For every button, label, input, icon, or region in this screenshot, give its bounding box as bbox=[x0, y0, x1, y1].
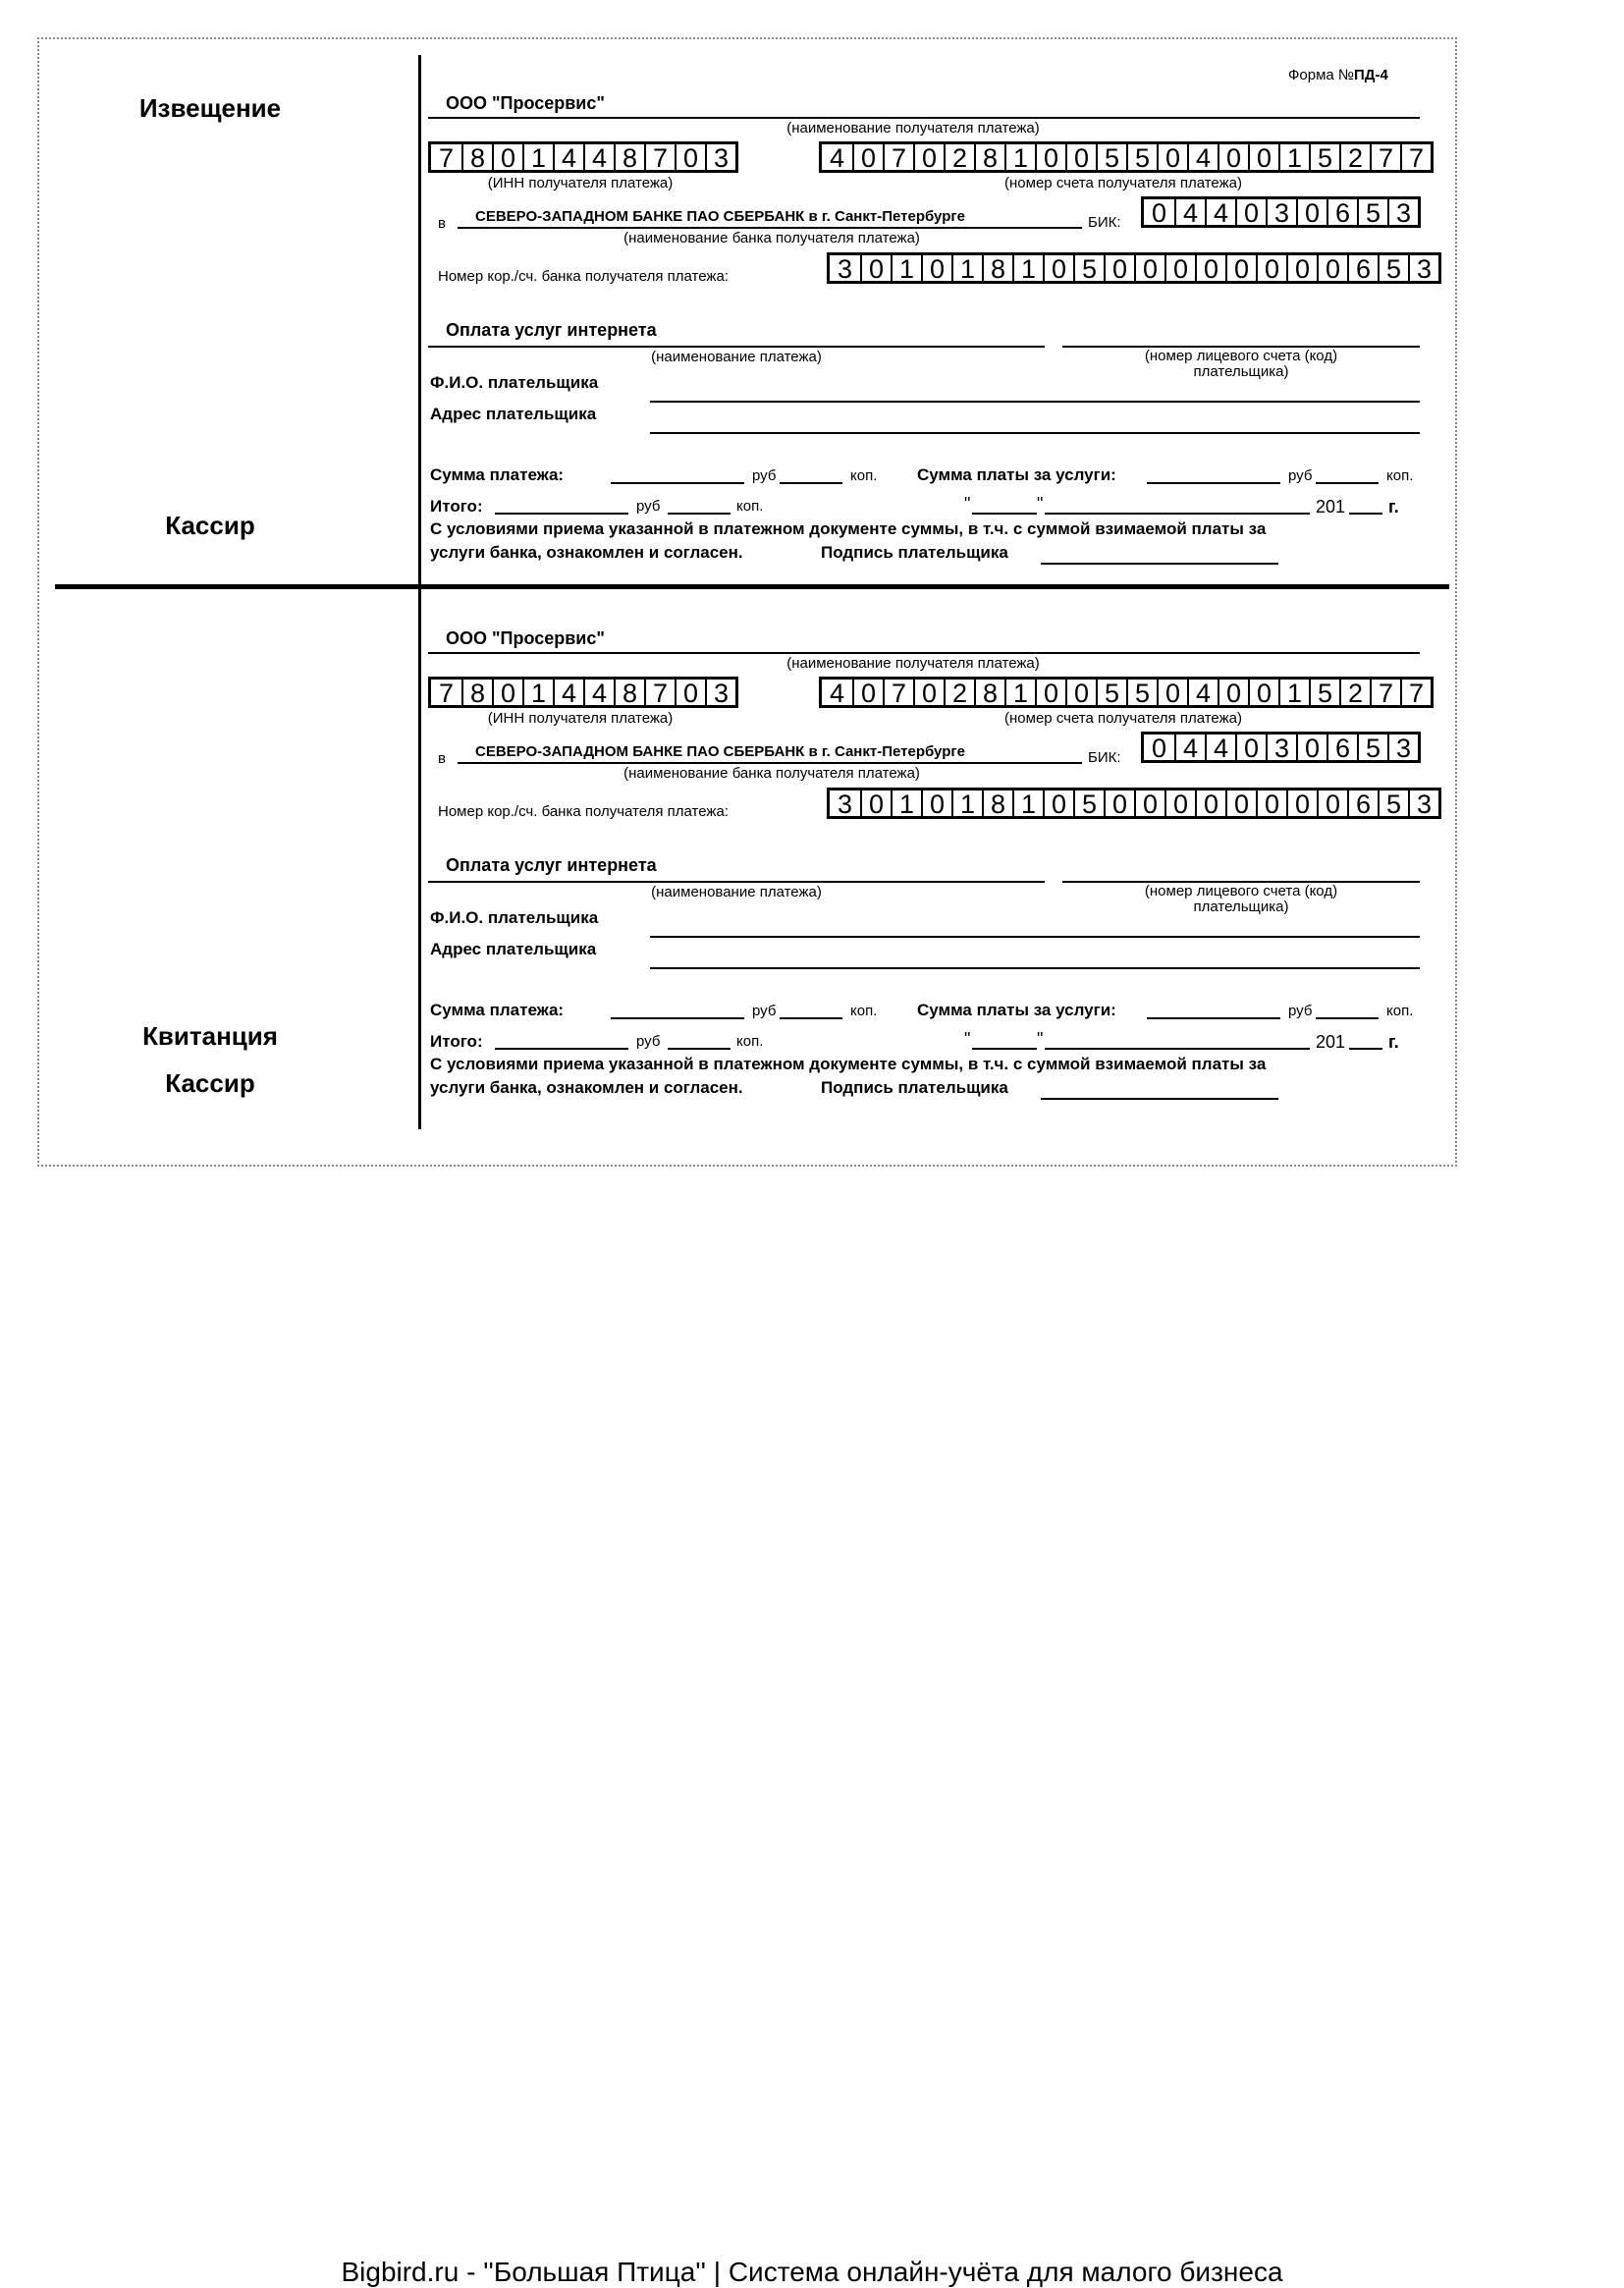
date-day-field[interactable] bbox=[972, 513, 1037, 515]
cut-line bbox=[55, 584, 1449, 589]
payer-address-field[interactable] bbox=[650, 967, 1420, 969]
digit-cell: 0 bbox=[675, 144, 705, 170]
digit-cell: 1 bbox=[951, 255, 982, 281]
date-quote-open: " bbox=[964, 1029, 971, 1049]
digit-cell: 0 bbox=[1043, 255, 1073, 281]
fee-rub-field[interactable] bbox=[1147, 1017, 1280, 1019]
digit-cell: 0 bbox=[1104, 790, 1134, 816]
bank-name-line bbox=[458, 227, 1082, 229]
digit-cell: 2 bbox=[944, 144, 974, 170]
fee-kop-unit: коп. bbox=[1386, 1003, 1414, 1019]
digit-cell: 4 bbox=[1187, 144, 1218, 170]
digit-cell: 0 bbox=[921, 255, 951, 281]
date-day-field[interactable] bbox=[972, 1048, 1037, 1050]
corr-cells bbox=[827, 252, 1441, 284]
inn-cells bbox=[428, 677, 738, 708]
account-hint: (номер счета получателя платежа) bbox=[1004, 710, 1242, 727]
footer-text: Bigbird.ru - ''Большая Птица'' | Система онлайн-учёта для малого бизнеса bbox=[341, 2257, 1283, 2287]
total-kop-field[interactable] bbox=[668, 1048, 731, 1050]
date-quote-close: " bbox=[1037, 1029, 1044, 1049]
date-quote-open: " bbox=[964, 494, 971, 514]
bik-label: БИК: bbox=[1088, 749, 1121, 766]
payer-address-label: Адрес плательщика bbox=[430, 405, 597, 423]
digit-cell: 0 bbox=[913, 680, 944, 705]
digit-cell: 4 bbox=[1174, 735, 1205, 760]
bank-name: СЕВЕРО-ЗАПАДНОМ БАНКЕ ПАО СБЕРБАНК в г. Санкт-Петербурге bbox=[475, 743, 965, 760]
digit-cell: 7 bbox=[438, 679, 455, 708]
digit-cell: 0 bbox=[1317, 790, 1347, 816]
account-cells bbox=[819, 677, 1434, 708]
total-kop-unit: коп. bbox=[736, 498, 764, 515]
bik-cells bbox=[1141, 732, 1421, 763]
cashier-label-bottom: Кассир bbox=[165, 1068, 255, 1098]
notice-label: Извещение bbox=[138, 93, 282, 123]
digit-cell: 1 bbox=[522, 680, 553, 705]
bank-hint: (наименование банка получателя платежа) bbox=[623, 765, 920, 782]
digit-cell: 4 bbox=[1174, 199, 1205, 225]
date-month-field[interactable] bbox=[1045, 1048, 1310, 1050]
bank-hint: (наименование банка получателя платежа) bbox=[623, 230, 920, 246]
payer-name-label: Ф.И.О. плательщика bbox=[430, 908, 599, 927]
terms-line2: услуги банка, ознакомлен и согласен. bbox=[430, 1078, 743, 1097]
digit-cell: 1 bbox=[891, 790, 921, 816]
payment-purpose: Оплата услуг интернета bbox=[446, 320, 657, 340]
sum-kop-unit: коп. bbox=[850, 1003, 878, 1019]
digit-cell: 1 bbox=[1012, 255, 1043, 281]
digit-cell: 5 bbox=[1309, 680, 1339, 705]
digit-cell: 4 bbox=[1205, 199, 1235, 225]
payer-name-field[interactable] bbox=[650, 401, 1420, 403]
digit-cell: 5 bbox=[1378, 255, 1408, 281]
fee-kop-field[interactable] bbox=[1316, 1017, 1379, 1019]
total-rub-unit: руб bbox=[636, 1033, 661, 1050]
digit-cell: 0 bbox=[1225, 255, 1256, 281]
digit-cell: 3 bbox=[1408, 790, 1438, 816]
digit-cell: 7 bbox=[883, 680, 913, 705]
total-rub-field[interactable] bbox=[495, 513, 628, 515]
digit-cell: 1 bbox=[1012, 790, 1043, 816]
digit-cell: 0 bbox=[1065, 144, 1096, 170]
bank-prefix: в bbox=[438, 215, 446, 232]
digit-cell: 0 bbox=[1256, 255, 1286, 281]
digit-cell: 1 bbox=[522, 144, 553, 170]
digit-cell: 5 bbox=[1378, 790, 1408, 816]
bik-cells bbox=[1141, 196, 1421, 228]
terms-line1: С условиями приема указанной в платежном документе суммы, в т.ч. с суммой взимаемой платы за bbox=[430, 1055, 1267, 1073]
payer-address-label: Адрес плательщика bbox=[430, 940, 597, 958]
digit-cell: 3 bbox=[1408, 255, 1438, 281]
digit-cell: 0 bbox=[921, 790, 951, 816]
digit-cell: 8 bbox=[614, 680, 644, 705]
digit-cell: 5 bbox=[1357, 199, 1387, 225]
digit-cell: 1 bbox=[1278, 144, 1309, 170]
digit-cell: 0 bbox=[1248, 144, 1278, 170]
account-cells bbox=[819, 141, 1434, 173]
year-prefix: 201 bbox=[1316, 1032, 1346, 1052]
digit-cell: 4 bbox=[1187, 680, 1218, 705]
digit-cell: 4 bbox=[553, 680, 583, 705]
fee-rub-unit: руб bbox=[1288, 1003, 1313, 1019]
sum-label: Сумма платежа: bbox=[430, 465, 565, 484]
digit-cell: 6 bbox=[1347, 790, 1378, 816]
digit-cell: 8 bbox=[461, 680, 492, 705]
digit-cell: 3 bbox=[1387, 735, 1418, 760]
digit-cell: 0 bbox=[1157, 680, 1187, 705]
digit-cell: 0 bbox=[1164, 790, 1195, 816]
sum-rub-field[interactable] bbox=[611, 1017, 744, 1019]
digit-cell: 6 bbox=[1326, 735, 1357, 760]
vertical-divider-bottom bbox=[418, 589, 421, 1129]
year-suffix: г. bbox=[1388, 1032, 1399, 1052]
digit-cell: 5 bbox=[1096, 144, 1126, 170]
digit-cell: 5 bbox=[1126, 144, 1157, 170]
sum-kop-field[interactable] bbox=[780, 1017, 842, 1019]
digit-cell: 3 bbox=[705, 144, 735, 170]
digit-cell: 0 bbox=[1065, 680, 1096, 705]
account-code-hint: (номер лицевого счета (код) плательщика) bbox=[1144, 883, 1338, 915]
digit-cell: 3 bbox=[1266, 199, 1296, 225]
sum-kop-field[interactable] bbox=[780, 482, 842, 484]
digit-cell: 1 bbox=[1004, 144, 1035, 170]
bik-label: БИК: bbox=[1088, 214, 1121, 231]
digit-cell: 0 bbox=[852, 680, 883, 705]
digit-cell: 0 bbox=[1225, 790, 1256, 816]
digit-cell: 0 bbox=[1235, 735, 1266, 760]
digit-cell: 4 bbox=[583, 144, 614, 170]
digit-cell: 4 bbox=[829, 679, 845, 708]
year-suffix: г. bbox=[1388, 497, 1399, 517]
digit-cell: 0 bbox=[1286, 255, 1317, 281]
digit-cell: 0 bbox=[860, 790, 891, 816]
digit-cell: 7 bbox=[883, 144, 913, 170]
digit-cell: 0 bbox=[1248, 680, 1278, 705]
total-kop-field[interactable] bbox=[668, 513, 731, 515]
corr-cells bbox=[827, 788, 1441, 819]
digit-cell: 8 bbox=[974, 144, 1004, 170]
digit-cell: 0 bbox=[1317, 255, 1347, 281]
terms-line2: услуги банка, ознакомлен и согласен. bbox=[430, 543, 743, 562]
total-rub-field[interactable] bbox=[495, 1048, 628, 1050]
account-code-hint: (номер лицевого счета (код) плательщика) bbox=[1144, 348, 1338, 380]
signature-field[interactable] bbox=[1041, 563, 1278, 565]
sum-rub-field[interactable] bbox=[611, 482, 744, 484]
payer-name-field[interactable] bbox=[650, 936, 1420, 938]
digit-cell: 2 bbox=[1339, 680, 1370, 705]
digit-cell: 6 bbox=[1326, 199, 1357, 225]
digit-cell: 0 bbox=[1104, 255, 1134, 281]
digit-cell: 4 bbox=[829, 143, 845, 173]
service-fee-label: Сумма платы за услуги: bbox=[917, 465, 1116, 484]
sum-kop-unit: коп. bbox=[850, 467, 878, 484]
recipient-name-line bbox=[428, 652, 1420, 654]
digit-cell: 3 bbox=[837, 254, 853, 284]
digit-cell: 2 bbox=[1339, 144, 1370, 170]
digit-cell: 7 bbox=[1370, 144, 1400, 170]
digit-cell: 4 bbox=[553, 144, 583, 170]
digit-cell: 0 bbox=[1164, 255, 1195, 281]
account-hint: (номер счета получателя платежа) bbox=[1004, 175, 1242, 191]
bank-name-line bbox=[458, 762, 1082, 764]
digit-cell: 8 bbox=[461, 144, 492, 170]
recipient-name-hint: (наименование получателя платежа) bbox=[786, 120, 1040, 136]
digit-cell: 0 bbox=[852, 144, 883, 170]
signature-field[interactable] bbox=[1041, 1098, 1278, 1100]
digit-cell: 6 bbox=[1347, 255, 1378, 281]
form-number-label: Форма № bbox=[1288, 67, 1355, 83]
digit-cell: 0 bbox=[492, 680, 522, 705]
digit-cell: 3 bbox=[705, 680, 735, 705]
digit-cell: 0 bbox=[1296, 199, 1326, 225]
digit-cell: 5 bbox=[1357, 735, 1387, 760]
bank-prefix: в bbox=[438, 750, 446, 767]
fee-rub-unit: руб bbox=[1288, 467, 1313, 484]
digit-cell: 0 bbox=[1035, 144, 1065, 170]
sum-label: Сумма платежа: bbox=[430, 1001, 565, 1019]
total-label: Итого: bbox=[430, 497, 483, 516]
digit-cell: 0 bbox=[1151, 734, 1167, 763]
payer-name-label: Ф.И.О. плательщика bbox=[430, 373, 599, 392]
digit-cell: 8 bbox=[982, 790, 1012, 816]
digit-cell: 3 bbox=[837, 790, 853, 819]
digit-cell: 0 bbox=[913, 144, 944, 170]
inn-hint: (ИНН получателя платежа) bbox=[487, 175, 674, 191]
vertical-divider-top bbox=[418, 55, 421, 585]
digit-cell: 4 bbox=[583, 680, 614, 705]
digit-cell: 3 bbox=[1387, 199, 1418, 225]
year-field[interactable] bbox=[1349, 1048, 1382, 1050]
digit-cell: 5 bbox=[1073, 790, 1104, 816]
total-rub-unit: руб bbox=[636, 498, 661, 515]
digit-cell: 8 bbox=[614, 144, 644, 170]
recipient-name-hint: (наименование получателя платежа) bbox=[786, 655, 1040, 672]
digit-cell: 5 bbox=[1126, 680, 1157, 705]
digit-cell: 0 bbox=[1195, 790, 1225, 816]
recipient-name: ООО "Просервис" bbox=[446, 628, 605, 648]
digit-cell: 0 bbox=[1134, 790, 1164, 816]
service-fee-label: Сумма платы за услуги: bbox=[917, 1001, 1116, 1019]
digit-cell: 1 bbox=[1004, 680, 1035, 705]
purpose-hint: (наименование платежа) bbox=[651, 884, 822, 900]
digit-cell: 0 bbox=[1218, 680, 1248, 705]
fee-kop-field[interactable] bbox=[1316, 482, 1379, 484]
digit-cell: 7 bbox=[644, 144, 675, 170]
digit-cell: 0 bbox=[860, 255, 891, 281]
purpose-line bbox=[428, 881, 1045, 883]
digit-cell: 7 bbox=[1370, 680, 1400, 705]
digit-cell: 0 bbox=[1134, 255, 1164, 281]
sum-rub-unit: руб bbox=[752, 1003, 777, 1019]
fee-kop-unit: коп. bbox=[1386, 467, 1414, 484]
digit-cell: 8 bbox=[982, 255, 1012, 281]
digit-cell: 2 bbox=[944, 680, 974, 705]
recipient-name-line bbox=[428, 117, 1420, 119]
digit-cell: 7 bbox=[438, 143, 455, 173]
terms-line1: С условиями приема указанной в платежном документе суммы, в т.ч. с суммой взимаемой платы за bbox=[430, 519, 1267, 538]
digit-cell: 0 bbox=[1286, 790, 1317, 816]
digit-cell: 0 bbox=[1235, 199, 1266, 225]
receipt-label: Квитанция bbox=[142, 1021, 278, 1051]
form-code: ПД-4 bbox=[1354, 67, 1388, 83]
digit-cell: 0 bbox=[1043, 790, 1073, 816]
digit-cell: 0 bbox=[1218, 144, 1248, 170]
corr-label: Номер кор./сч. банка получателя платежа: bbox=[438, 268, 729, 285]
digit-cell: 1 bbox=[1278, 680, 1309, 705]
digit-cell: 0 bbox=[1035, 680, 1065, 705]
digit-cell: 5 bbox=[1096, 680, 1126, 705]
fee-rub-field[interactable] bbox=[1147, 482, 1280, 484]
digit-cell: 0 bbox=[1296, 735, 1326, 760]
digit-cell: 0 bbox=[1256, 790, 1286, 816]
date-quote-close: " bbox=[1037, 494, 1044, 514]
cashier-label-top: Кассир bbox=[165, 511, 255, 540]
digit-cell: 0 bbox=[1157, 144, 1187, 170]
signature-label: Подпись плательщика bbox=[821, 543, 1008, 562]
payment-purpose: Оплата услуг интернета bbox=[446, 855, 657, 875]
digit-cell: 8 bbox=[974, 680, 1004, 705]
recipient-name: ООО "Просервис" bbox=[446, 93, 605, 113]
year-field[interactable] bbox=[1349, 513, 1382, 515]
digit-cell: 7 bbox=[644, 680, 675, 705]
digit-cell: 4 bbox=[1205, 735, 1235, 760]
inn-hint: (ИНН получателя платежа) bbox=[487, 710, 674, 727]
payer-address-field[interactable] bbox=[650, 432, 1420, 434]
inn-cells bbox=[428, 141, 738, 173]
digit-cell: 1 bbox=[951, 790, 982, 816]
digit-cell: 7 bbox=[1400, 680, 1431, 705]
form-number bbox=[1288, 67, 1388, 83]
digit-cell: 5 bbox=[1073, 255, 1104, 281]
digit-cell: 0 bbox=[675, 680, 705, 705]
digit-cell: 5 bbox=[1309, 144, 1339, 170]
digit-cell: 0 bbox=[1195, 255, 1225, 281]
corr-label: Номер кор./сч. банка получателя платежа: bbox=[438, 803, 729, 820]
digit-cell: 1 bbox=[891, 255, 921, 281]
purpose-hint: (наименование платежа) bbox=[651, 349, 822, 365]
year-prefix: 201 bbox=[1316, 497, 1346, 517]
total-kop-unit: коп. bbox=[736, 1033, 764, 1050]
digit-cell: 0 bbox=[1151, 198, 1167, 228]
total-label: Итого: bbox=[430, 1032, 483, 1051]
sum-rub-unit: руб bbox=[752, 467, 777, 484]
digit-cell: 3 bbox=[1266, 735, 1296, 760]
digit-cell: 7 bbox=[1400, 144, 1431, 170]
signature-label: Подпись плательщика bbox=[821, 1078, 1008, 1097]
bank-name: СЕВЕРО-ЗАПАДНОМ БАНКЕ ПАО СБЕРБАНК в г. Санкт-Петербурге bbox=[475, 208, 965, 225]
digit-cell: 0 bbox=[492, 144, 522, 170]
purpose-line bbox=[428, 346, 1045, 348]
date-month-field[interactable] bbox=[1045, 513, 1310, 515]
